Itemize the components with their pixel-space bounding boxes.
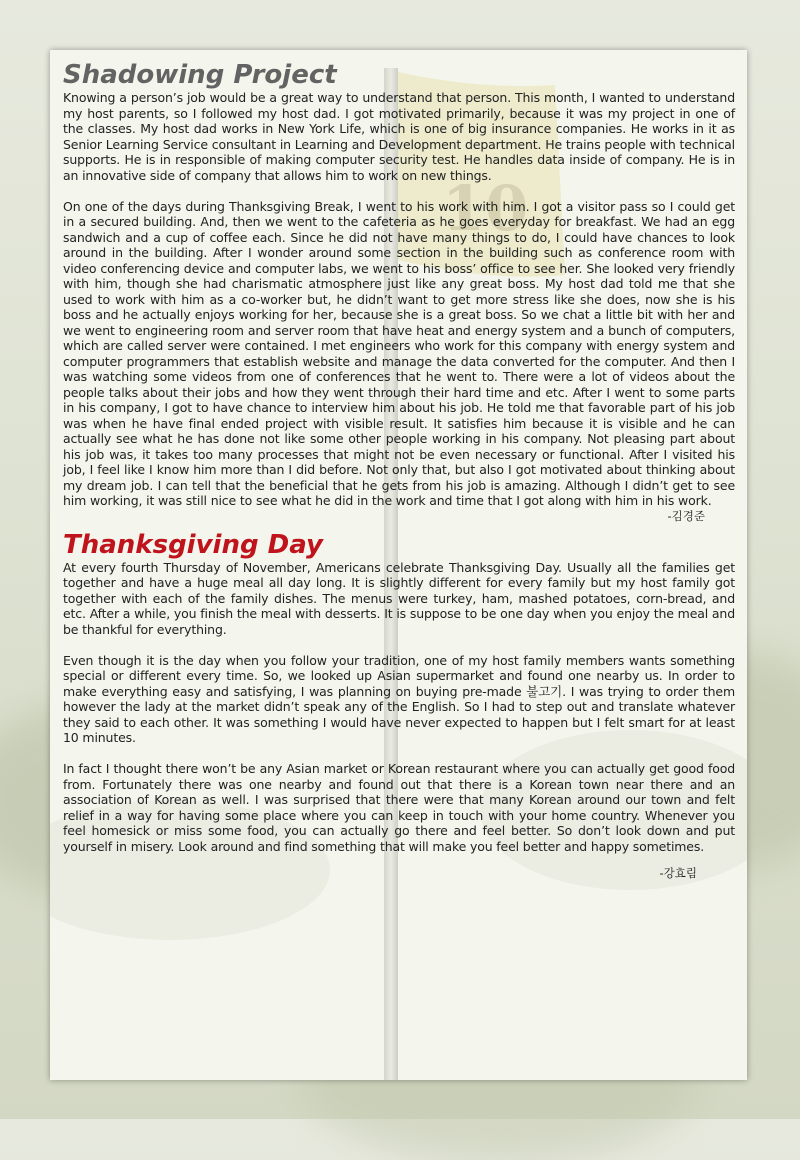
flag-number: 10: [442, 172, 529, 245]
content-column: [63, 60, 735, 881]
document-page: [50, 50, 747, 1080]
paragraph: Even though it is the day when you follow your tradition, one of my host family members wants something special or different every time. So, we looked up Asian supermarket and found one nearby us. In order to make everything easy and satisfying, I was planning on buying pre-made 불고기. I was trying to order them however the lady at the market didn’t speak any of the English. So I had to step out and translate whatever they said to each other. It was something I would have never expected to happen but I felt smart for at least 10 minutes.: [63, 652, 735, 745]
paragraph: At every fourth Thursday of November, Americans celebrate Thanksgiving Day. Usually all the families get together and have a huge meal all day long. It is slightly different for every family but my host family got together with each of the family dishes. The menus were turkey, ham, mashed potatoes, corn-bread, and etc. After a while, you finish the meal with desserts. It is suppose to be one day when you enjoy the meal and be thankful for everything.: [63, 559, 735, 637]
author-signature: -강효림: [659, 866, 697, 880]
section-title-shadowing: Shadowing Project: [63, 60, 337, 90]
author-signature: -김경준: [667, 508, 705, 523]
paragraph: In fact I thought there won’t be any Asian market or Korean restaurant where you can actually get good food from. Fortunately there was one nearby and found out that there is a Korean town near there and an association of Korean as well. I was surprised that there were that many Korean around our town and felt relief in a way for having some place where you can keep in touch with your home country. Whenever you feel homesick or miss some food, you can actually go there and feel better. So don’t look down and put yourself in misery. Look around and find something that will make you feel better and happy sometimes.: [63, 761, 735, 854]
paragraph: On one of the days during Thanksgiving Break, I went to his work with him. I got a visitor pass so I could get in a secured building. And, then we went to the cafeteria as he goes everyday for breakfast. We had an egg sandwich and a cup of coffee each. Since he did not have many things to do, I could have chances to look around in the building. After I wonder around some section in the building such as conference room with video conferencing device and computer labs, we went to his boss’ office to see her. She looked very friendly with him, though she had charismatic atmosphere just like any great boss. My host dad told me that she used to work with him as a co-worker but, he didn’t want to get more stress like she does, now she is his boss and he actually enjoys working for her, because she is a great boss. So we chat a little bit with her and we went to engineering room and server room that have heat and energy system and a bunch of computers, which are called server were contained. I met engineers who work for this company with energy system and computer programmers that establish website and manage the data converted for the computer. And then I was watching some videos from one of conferences that he went to. There were a lot of videos about the people talks about their jobs and how they went through their hard time and etc. After I went to some parts in his company, I got to have chance to interview him about his job. He told me that favorable part of his job was when he have final ended project with visible result. It satisfies him because it is visible and he can actually see what he has done not like some other people working in his company. Not pleasing part about his job was, it takes too many processes that might not be even necessary or functional. After I visited his job, I feel like I know him more than I did before. Not only that, but also I got motivated about thinking about my dream job. I can tell that the beneficial that he gets from his job is amazing. Although I didn’t get to see him working, it was still nice to see what he did in the work and time that I got along with him in his work.: [63, 198, 735, 508]
section-title-thanksgiving: Thanksgiving Day: [63, 529, 323, 560]
paragraph: Knowing a person’s job would be a great way to understand that person. This month, I wanted to understand my host parents, so I followed my host dad. I got motivated primarily, because it was my project in one of the classes. My host dad works in New York Life, which is one of big insurance companies. He works in it as Senior Learning Service consultant in Learning and Development department. He trains people with technical supports. He is in responsible of making computer security test. He handles data inside of company. He is in an innovative side of company that allows him to work on new things.: [63, 90, 735, 183]
